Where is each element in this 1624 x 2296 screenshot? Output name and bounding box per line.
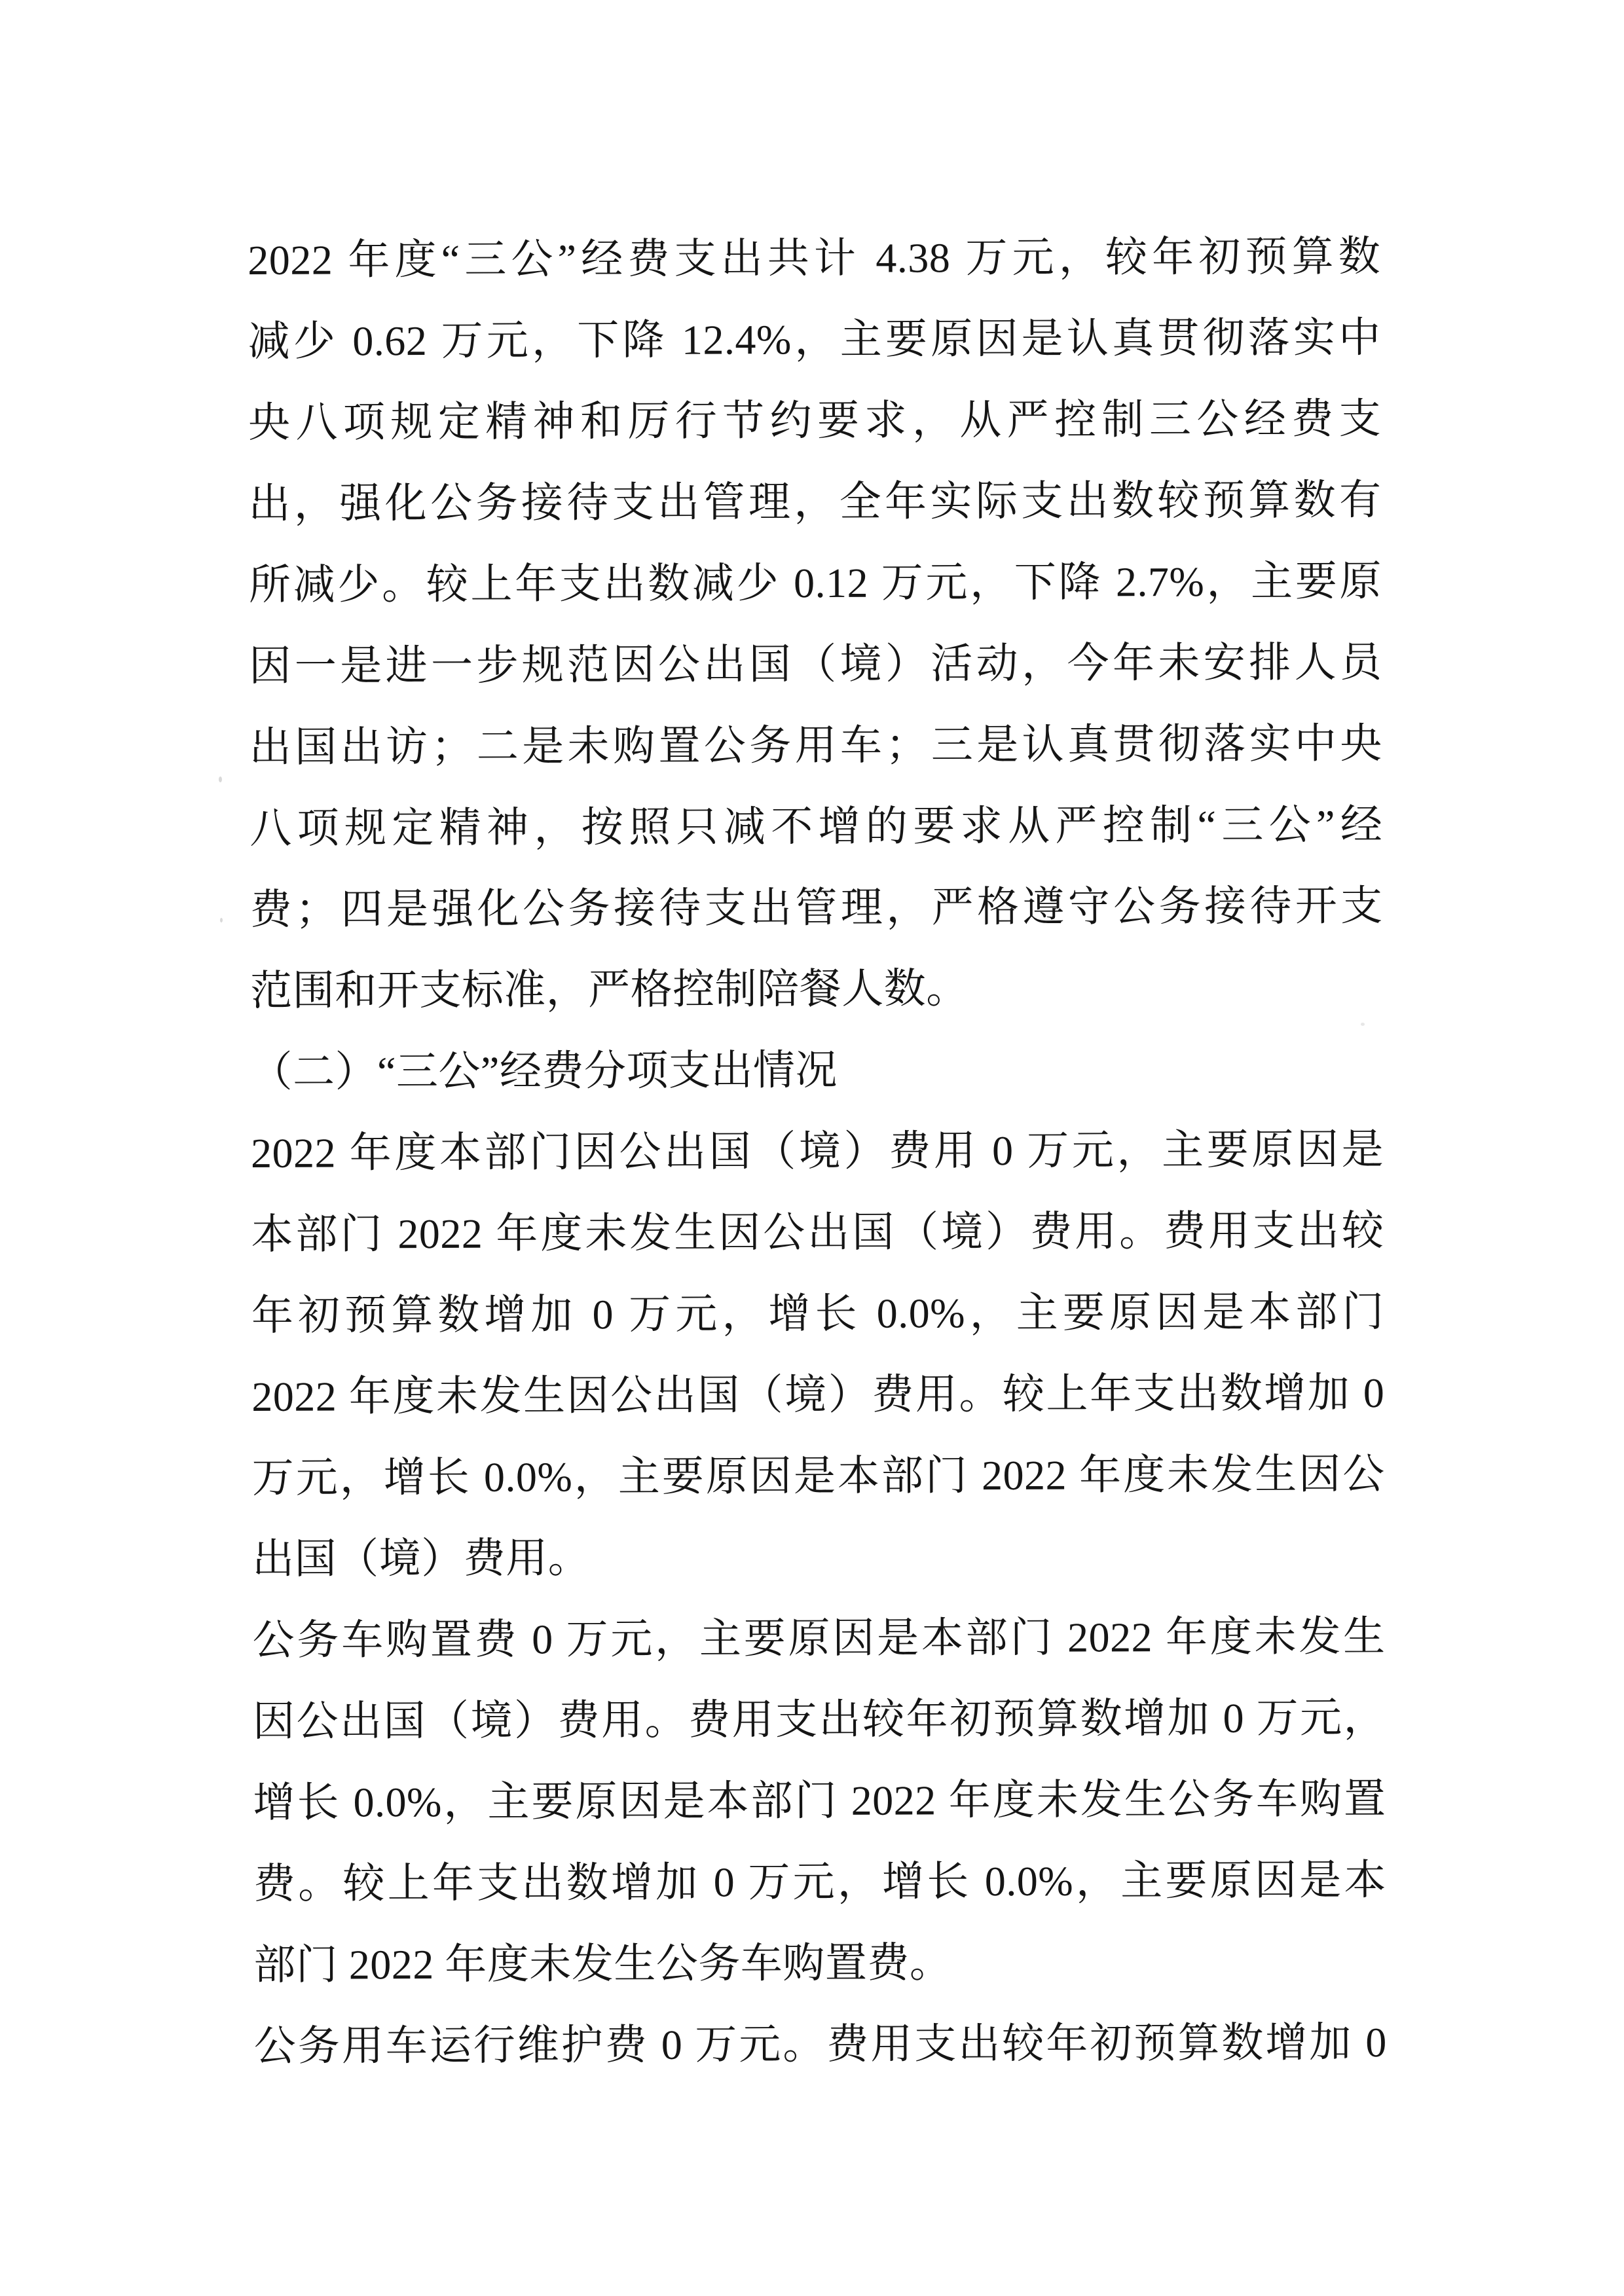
document-line: 本部门 2022 年度未发生因公出国（境）费用。费用支出较 [251, 1207, 1384, 1258]
document-line: 费。较上年支出数增加 0 万元，增长 0.0%，主要原因是本 [253, 1856, 1387, 1908]
document-text-block [248, 216, 1387, 2087]
document-line: 出，强化公务接待支出管理，全年实际支出数较预算数有 [248, 476, 1382, 528]
document-line: 2022 年度未发生因公出国（境）费用。较上年支出数增加 0 [251, 1369, 1385, 1421]
document-line: 部门 2022 年度未发生公务车购置费。 [253, 1939, 952, 1989]
document-line: 范围和开支标准，严格控制陪餐人数。 [250, 965, 969, 1015]
document-line: 出国（境）费用。 [252, 1535, 591, 1583]
document-line: 所减少。较上年支出数减少 0.12 万元，下降 2.7%，主要原 [248, 557, 1382, 609]
document-line: 公务车购置费 0 万元，主要原因是本部门 2022 年度未发生 [252, 1613, 1386, 1664]
document-line: 央八项规定精神和厉行节约要求，从严控制三公经费支 [248, 395, 1382, 446]
scan-speck [219, 776, 222, 782]
document-line: 增长 0.0%，主要原因是本部门 2022 年度未发生公务车购置 [253, 1775, 1386, 1827]
document-line: 因公出国（境）费用。费用支出较年初预算数增加 0 万元， [252, 1694, 1386, 1745]
document-line: 2022 年度本部门因公出国（境）费用 0 万元，主要原因是 [250, 1125, 1384, 1177]
document-line: 年初预算数增加 0 万元，增长 0.0%，主要原因是本部门 [251, 1288, 1384, 1339]
document-line: 减少 0.62 万元，下降 12.4%，主要原因是认真贯彻落实中 [248, 314, 1381, 365]
document-line: 因一是进一步规范因公出国（境）活动，今年未安排人员 [249, 638, 1382, 690]
document-line: 费；四是强化公务接待支出管理，严格遵守公务接待开支 [249, 882, 1383, 934]
scan-speck [1361, 1023, 1365, 1026]
document-line: 八项规定精神，按照只减不增的要求从严控制“三公”经 [249, 801, 1383, 852]
document-line: 出国出访；二是未购置公务用车；三是认真贯彻落实中央 [249, 720, 1382, 771]
section-heading: （二）“三公”经费分项支出情况 [250, 1046, 838, 1096]
document-line: 万元，增长 0.0%，主要原因是本部门 2022 年度未发生因公 [251, 1450, 1385, 1502]
document-line: 2022 年度“三公”经费支出共计 4.38 万元，较年初预算数 [248, 232, 1381, 284]
document-line: 公务用车运行维护费 0 万元。费用支出较年初预算数增加 0 [253, 2018, 1387, 2070]
scan-speck [220, 918, 223, 922]
